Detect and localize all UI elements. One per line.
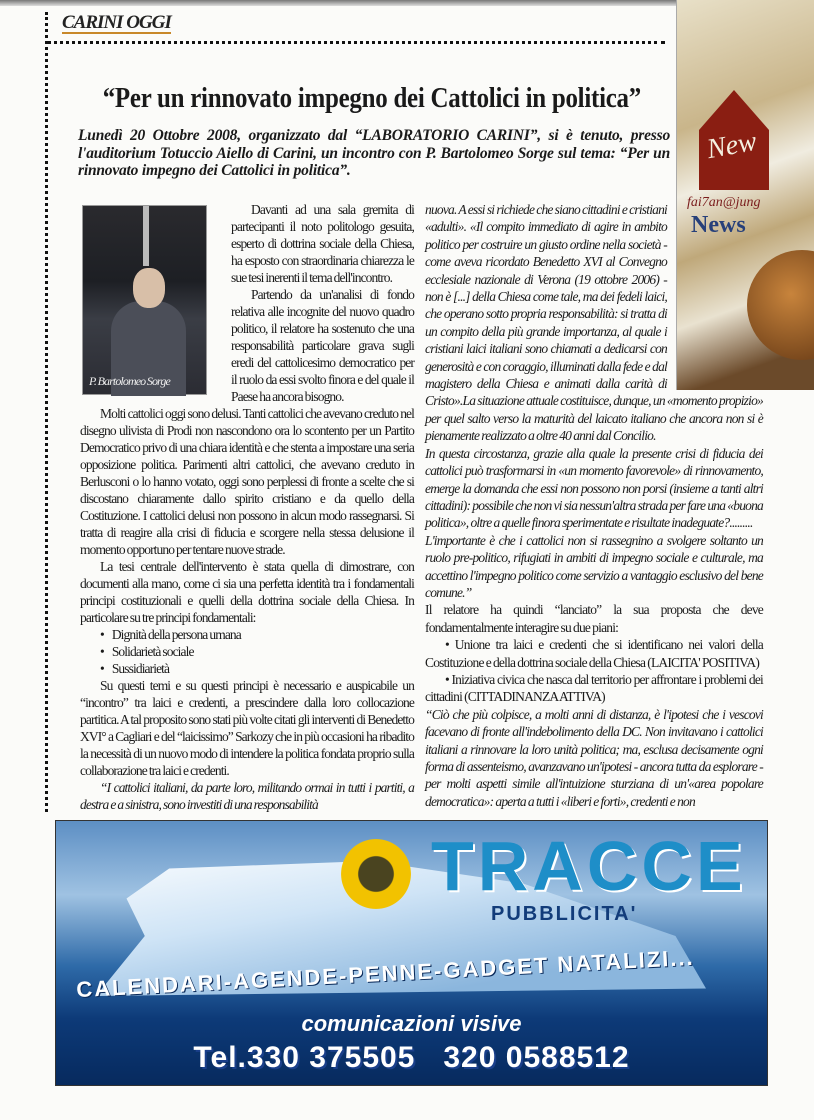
globe-graphic xyxy=(747,250,814,360)
article-subtitle: Lunedì 20 Ottobre 2008, organizzato dal “LABORATORIO CARINI”, si è tenuto, presso l'auditorium Totuccio Aiello di Carini, un incontro con P. Bartolomeo Sorge sul tema: “Per un rinnovato impegno dei Cattolici in politica”. xyxy=(78,127,670,179)
dotted-horizontal-rule xyxy=(47,41,665,44)
quote-paragraph: In questa circostanza, grazie alla quale la presente crisi di fiducia dei cattolici può trasformarsi in «un momento favorevole» di rinnovamento, emerge la domanda che essi non possono non porsi (insieme a tanti altri cittadini): possibile che non vi sia nessun'altra strada per fare una «buona politica», oltre a quelle finora sperimentate e risultate inadeguate?......... xyxy=(425,445,763,531)
ad-products: CALENDARI-AGENDE-PENNE-GADGET NATALIZI... xyxy=(75,944,696,1003)
phone-1: Tel.330 375505 xyxy=(193,1041,416,1074)
paragraph: Partendo da un'analisi di fondo relativa alle incognite del nuovo quadro politico, il relatore ha sostenuto che una responsabilità particolare grava sugli eredi del cattolicesimo democratico per il ruolo da essi svolto finora e del quale il Paese ha ancora bisogno. xyxy=(231,287,414,404)
speaker-photo xyxy=(82,205,207,395)
column-left xyxy=(80,201,414,813)
proposal-item: • Unione tra laici e credenti che si identificano nei valori della Costituzione e della dottrina sociale della Chiesa (LAICITA' POSITIVA) xyxy=(425,637,763,670)
photo-window xyxy=(143,206,149,266)
proposal-item: • Iniziativa civica che nasca dal territorio per affrontare i problemi dei cittadini (CITTADINANZA ATTIVA) xyxy=(425,671,763,705)
paragraph: Il relatore ha quindi “lanciato” la sua proposta che deve fondamentalmente interagire su due piani: xyxy=(425,602,763,635)
paragraph: La tesi centrale dell'intervento è stata quella di dimostrare, con documenti alla mano, come ci sia una perfetta identità tra i fondamentali principi costituzionali e quelli della dottrina sociale della Chiesa. In particolare su tre principi fondamentali: xyxy=(80,559,414,625)
quote-paragraph: L'importante è che i cattolici non si rassegnino a svolgere soltanto un ruolo pre-politico, rifugiati in ambiti di impegno sociale e culturale, ma accettino l'impegno politico come servizio a vantaggio esclusivo del bene comune.” xyxy=(425,532,763,600)
scan-edge xyxy=(0,0,680,6)
news-collage-image xyxy=(676,0,814,390)
article-title: “Per un rinnovato impegno dei Cattolici in politica” xyxy=(102,82,641,114)
quote-paragraph: “I cattolici italiani, da parte loro, militando ormai in tutti i partiti, a destra e a sinistra, sono investiti di una responsabilità xyxy=(80,780,414,812)
ad-tagline: PUBBLICITA' xyxy=(491,903,638,925)
photo-head xyxy=(133,268,165,308)
dotted-vertical-rule xyxy=(45,12,48,812)
advertisement-banner xyxy=(55,820,768,1086)
masthead-logo: CARINI OGGI xyxy=(62,12,171,33)
principles-list xyxy=(100,626,414,677)
paragraph: Su questi temi e su questi principi è necessario e auspicabile un “incontro” tra laici e credenti, a prescindere dalla loro collocazione partitica. A tal proposito sono stati più volte citati gli interventi di Benedetto XVI° a Cagliari e del “laicissimo” Sarkozy che in più occasioni ha ribadito la necessità di un nuovo modo di intendere la politica fondata proprio sulla collaborazione tra laici e credenti. xyxy=(80,678,414,778)
list-item: • Solidarietà sociale xyxy=(100,643,414,660)
quote-paragraph: nuova. A essi si richiede che siano cittadini e cristiani «adulti». «Il compito immediato di agire in ambito politico per costruire un giusto ordine nella società - come aveva ricordato Benedetto XVI al Convegno ecclesiale nazionale di Verona (19 ottobre 2006) - non è [...] della Chiesa come tale, ma dei fedeli laici, che operano sotto propria responsabilità: si tratta di un compito della più grande importanza, al quale i cristiani laici italiani sono chiamati a dedicarsi con generosità e con coraggio, illuminati dalla fede e dal magistero della Chiesa e animati dalla carità di Cristo».La situazione attuale costituisce, dunque, un «momento propizio» per quel salto verso la maturità del laicato italiano che ancora non si è pienamente realizzato a oltre 40 anni dal Concilio. xyxy=(425,202,763,444)
collage-text: fai7an@jung xyxy=(687,195,761,210)
ad-brand: TRACCE xyxy=(431,827,747,905)
phone-2: 320 0588512 xyxy=(443,1041,630,1074)
collage-text: New xyxy=(704,125,760,166)
collage-text: News xyxy=(691,212,746,238)
paragraph: Molti cattolici oggi sono delusi. Tanti cattolici che avevano creduto nel disegno ulivista di Prodi non nascondono ora lo scontento per un Partito Democratico privo di una chiara identità e che stenta a impostare una seria opposizione politica. Parimenti altri cattolici, che avevano creduto in Berlusconi o lo hanno votato, oggi sono perplessi di fronte a scelte che si discostano chiaramente dallo spirito cristiano e da quello della Costituzione. I cattolici delusi non possono in alcun modo rassegnarsi. Si tratta di reagire alla crisi di fiducia e scorgere nella stessa delusione il momento opportuno per tentare nuove strade. xyxy=(80,406,414,557)
sunflower-icon xyxy=(341,839,411,909)
list-item: • Dignità della persona umana xyxy=(100,626,414,643)
ad-phones xyxy=(56,1041,767,1075)
list-item: • Sussidiarietà xyxy=(100,660,414,677)
ad-service: comunicazioni visive xyxy=(301,1011,522,1036)
paragraph: Davanti ad una sala gremita di partecipanti il noto politologo gesuita, esperto di dottrina sociale della Chiesa, ha esposto con straordinaria chiarezza le sue tesi inerenti il tema dell'incontro. xyxy=(231,202,414,285)
photo-caption: P. Bartolomeo Sorge xyxy=(89,374,170,388)
quote-paragraph: “Ciò che più colpisce, a molti anni di distanza, è l'ipotesi che i vescovi facevano di fronte all'indebolimento della DC. Non invitavano i cattolici italiani a rinnovare la loro unità politica; ma, esclusa decisamente ogni forma di assenteismo, avanzavano un'ipotesi - ancora tutta da esplorare - per molti aspetti simile all'intuizione sturziana di un'«area popolare democratica»: aperta a tutti i «liberi e forti», credenti e non xyxy=(425,706,763,809)
